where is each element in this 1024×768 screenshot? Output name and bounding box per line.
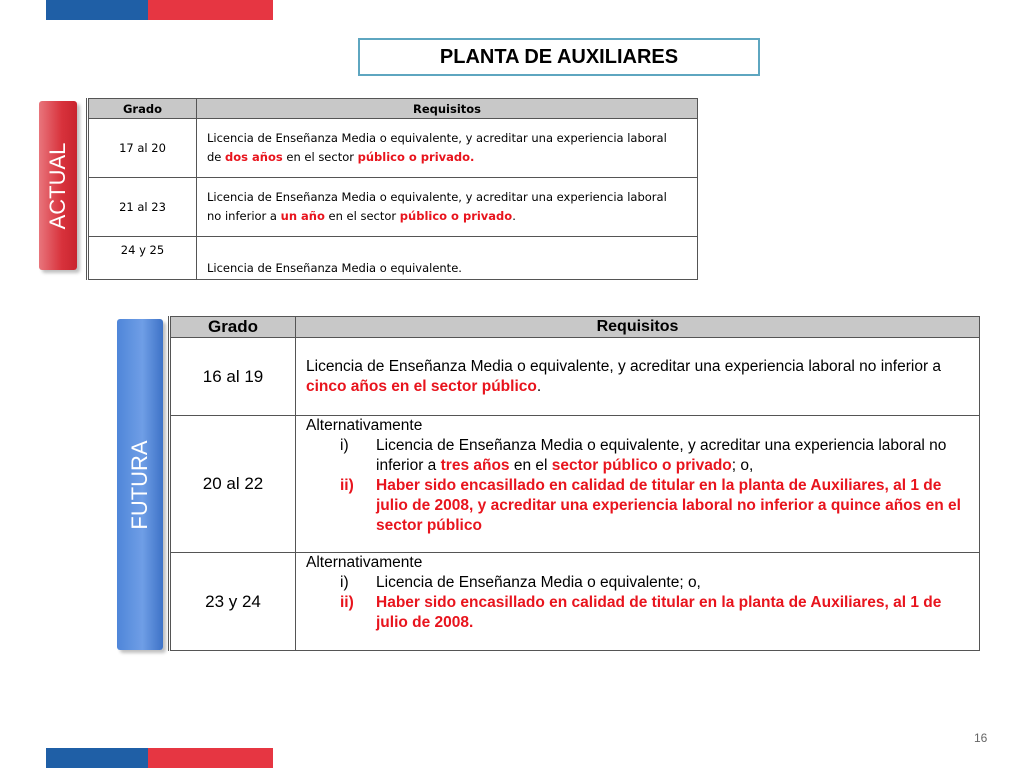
grado-cell: 16 al 19 xyxy=(170,338,296,416)
flag-red-segment xyxy=(148,748,273,768)
requisitos-line: no inferior a un año en el sector público o privado. xyxy=(207,209,516,223)
actual-table xyxy=(86,98,698,280)
requisitos-line: Licencia de Enseñanza Media o equivalente, y acreditar una experiencia laboral xyxy=(207,131,667,145)
futura-header-requisitos: Requisitos xyxy=(296,317,980,338)
slide-title: PLANTA DE AUXILIARES xyxy=(358,38,760,76)
requisitos-line: Licencia de Enseñanza Media o equivalente, y acreditar una experiencia laboral no inferior a xyxy=(306,357,942,375)
list-item: i) Licencia de Enseñanza Media o equivalente, y acreditar una experiencia laboral no inferior a tres años en el sector público o privado; o, xyxy=(340,437,947,474)
requisitos-cell xyxy=(197,178,698,237)
table-row xyxy=(88,119,698,178)
grado-cell: 21 al 23 xyxy=(88,178,197,237)
futura-tab xyxy=(117,319,163,650)
table-row xyxy=(170,338,980,416)
table-row xyxy=(88,178,698,237)
alternativamente-label: Alternativamente xyxy=(306,417,423,434)
grado-cell: 17 al 20 xyxy=(88,119,197,178)
futura-header-grado: Grado xyxy=(170,317,296,338)
flag-blue-segment xyxy=(46,0,148,20)
flag-blue-segment xyxy=(46,748,148,768)
actual-header-grado: Grado xyxy=(88,99,197,119)
flag-red-segment xyxy=(148,0,273,20)
requisitos-cell xyxy=(197,119,698,178)
alternativamente-label: Alternativamente xyxy=(306,554,423,571)
table-row xyxy=(170,553,980,651)
requisitos-line: de dos años en el sector público o privado. xyxy=(207,150,475,164)
list-item: ii) Haber sido encasillado en calidad de titular en la planta de Auxiliares, al 1 de julio de 2008, y acreditar una experiencia laboral no inferior a quince años en el sector público xyxy=(340,477,961,534)
list-item: i) Licencia de Enseñanza Media o equivalente; o, xyxy=(340,574,701,591)
grado-cell: 24 y 25 xyxy=(88,237,197,280)
requisitos-line: cinco años en el sector público. xyxy=(306,377,542,395)
table-row xyxy=(88,237,698,280)
page-number: 16 xyxy=(974,731,988,745)
futura-tab-label: FUTURA xyxy=(127,439,152,530)
actual-tab-label: ACTUAL xyxy=(45,142,70,229)
futura-table xyxy=(168,316,980,651)
grado-cell: 23 y 24 xyxy=(170,553,296,651)
grado-cell: 20 al 22 xyxy=(170,416,296,553)
actual-tab xyxy=(39,101,77,270)
requisitos-cell: Licencia de Enseñanza Media o equivalente. xyxy=(197,237,698,280)
footer-flag-bar xyxy=(46,748,273,768)
header-flag-bar xyxy=(46,0,273,20)
requisitos-cell xyxy=(296,416,980,553)
requisitos-cell xyxy=(296,338,980,416)
list-item: ii) Haber sido encasillado en calidad de titular en la planta de Auxiliares, al 1 de julio de 2008. xyxy=(340,594,942,631)
table-row xyxy=(170,416,980,553)
requisitos-line: Licencia de Enseñanza Media o equivalente, y acreditar una experiencia laboral xyxy=(207,190,667,204)
actual-header-requisitos: Requisitos xyxy=(197,99,698,119)
requisitos-cell xyxy=(296,553,980,651)
